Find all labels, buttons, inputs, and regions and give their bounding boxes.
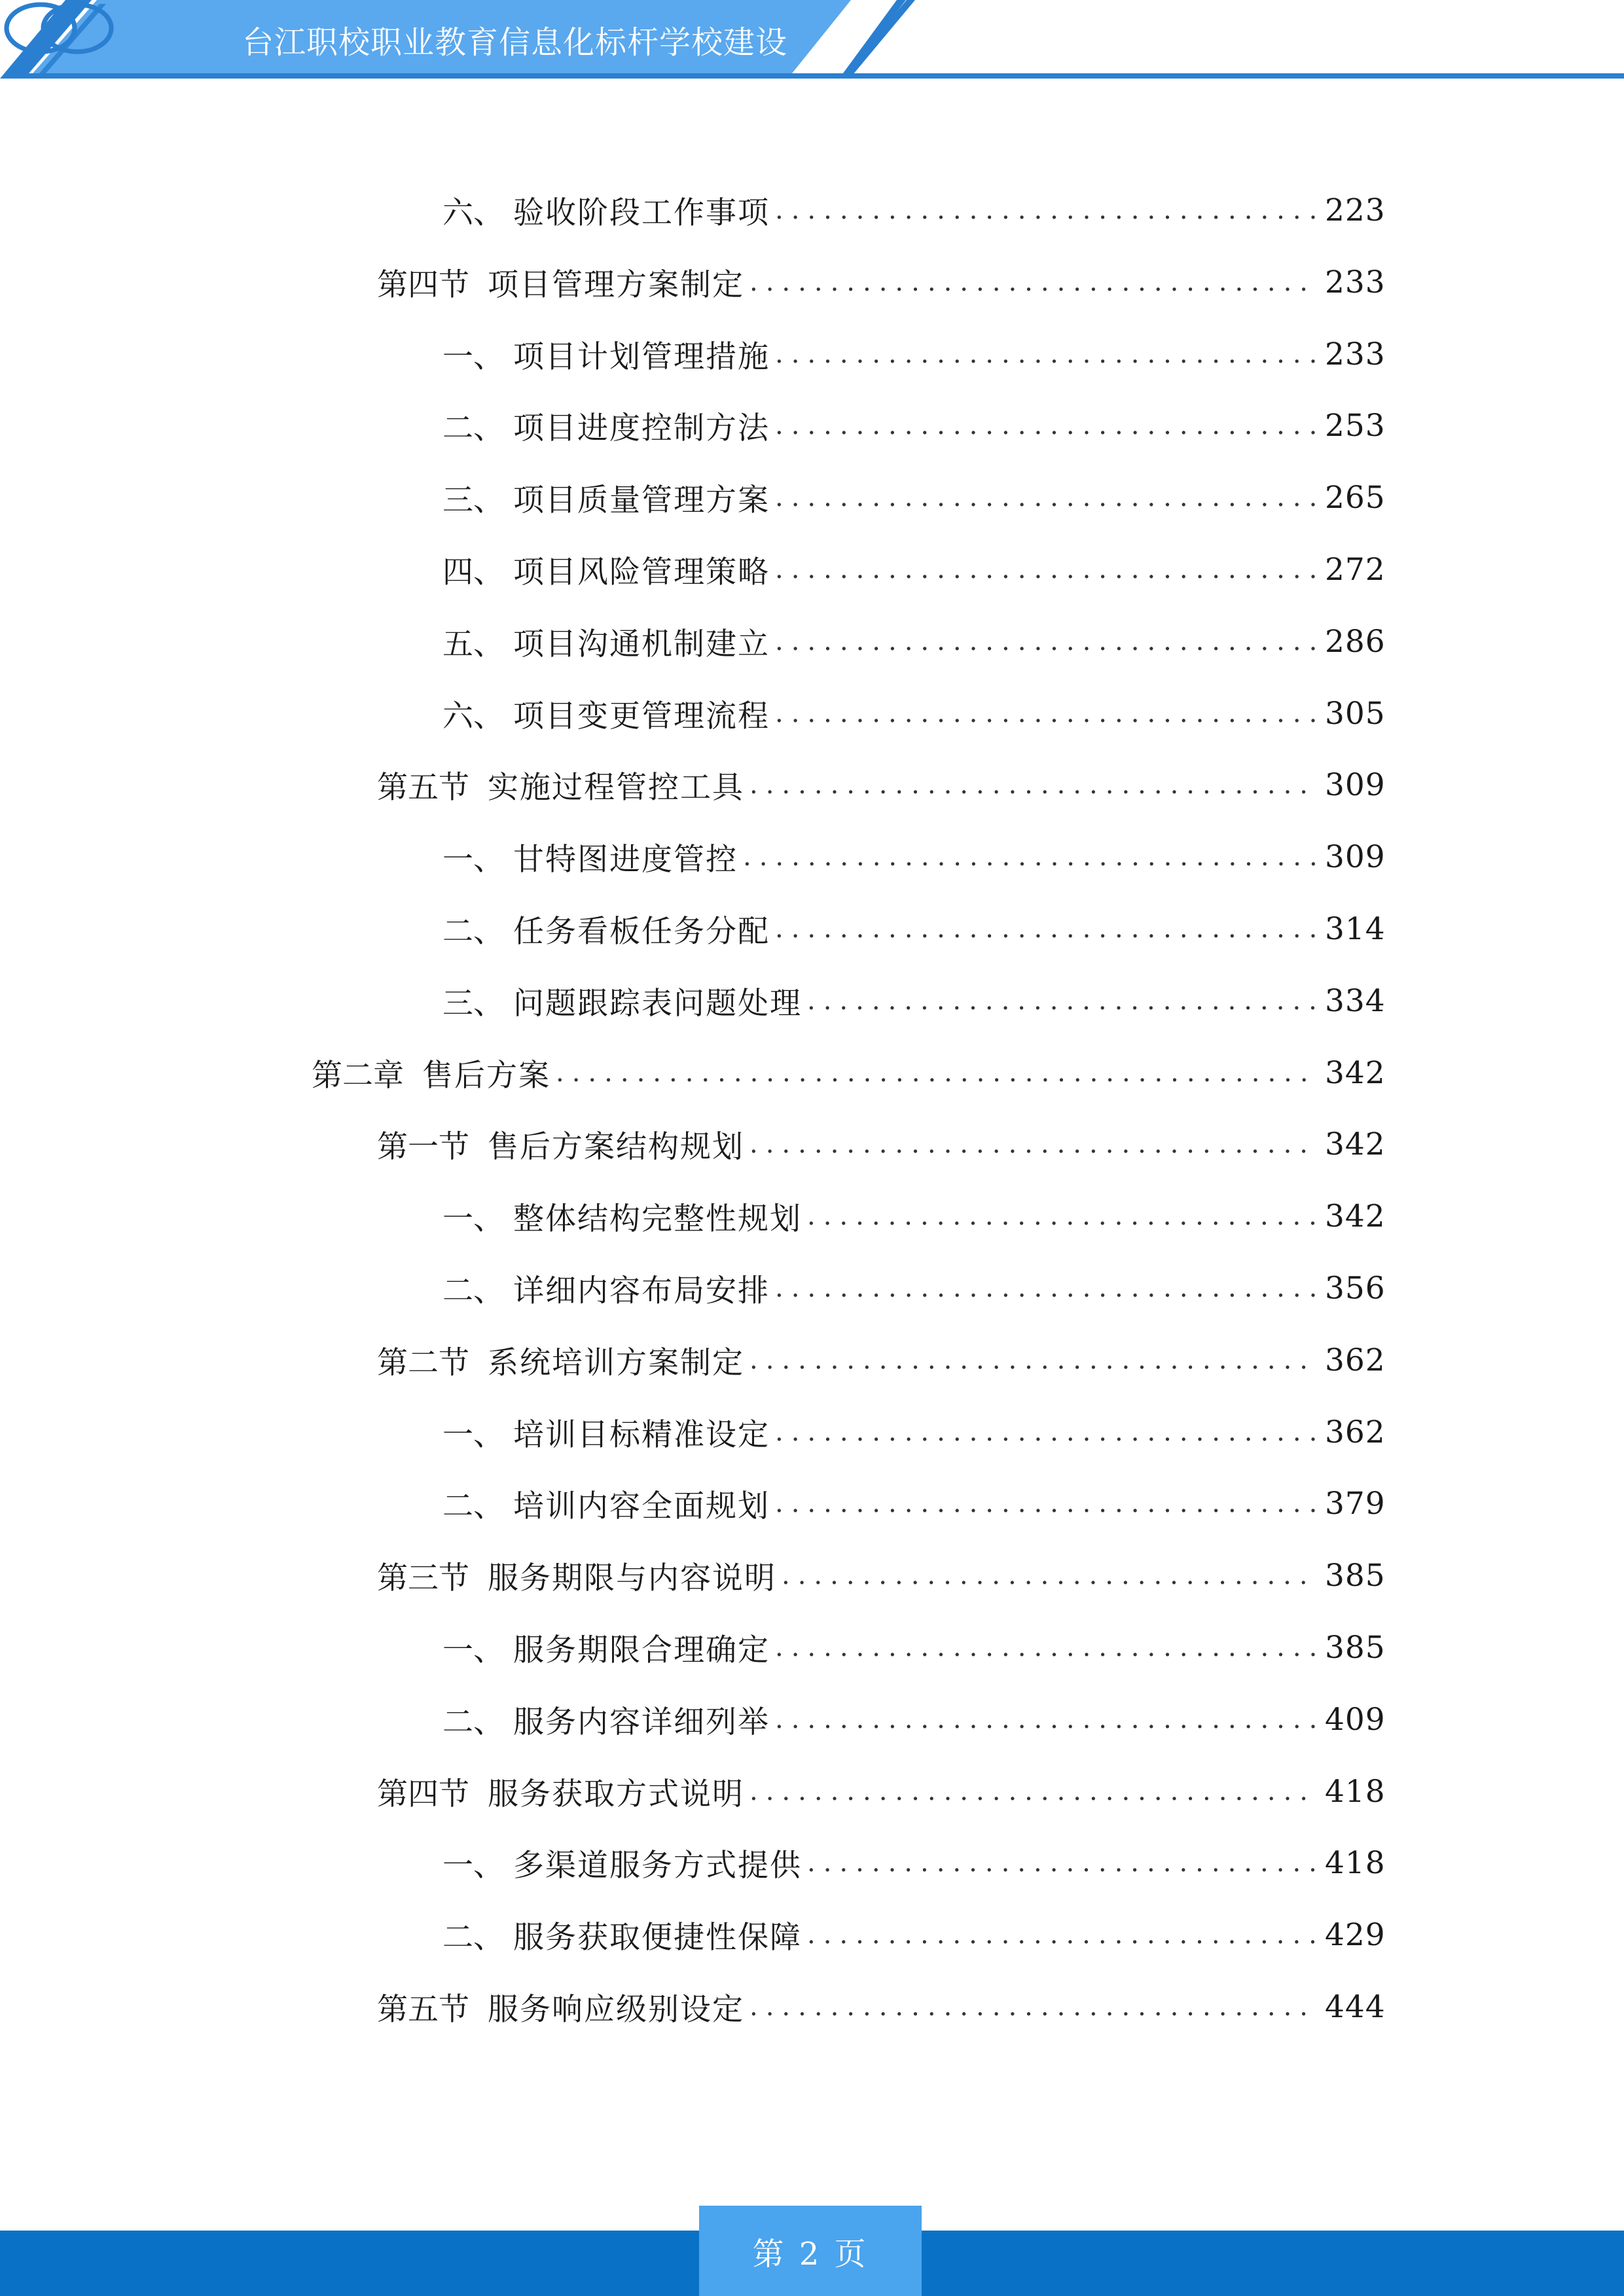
toc-dot-leader xyxy=(743,834,1316,880)
toc-entry-page: 223 xyxy=(1325,192,1386,228)
toc-entry[interactable] xyxy=(442,1193,1386,1239)
toc-entry-page: 409 xyxy=(1325,1701,1386,1738)
toc-entry-page: 342 xyxy=(1325,1126,1386,1162)
toc-entry[interactable] xyxy=(377,1768,1386,1814)
toc-dot-leader xyxy=(807,978,1316,1024)
toc-entry-page: 379 xyxy=(1325,1485,1386,1522)
toc-entry[interactable] xyxy=(442,906,1386,952)
toc-entry-title: 项目风险管理策略 xyxy=(513,554,770,590)
toc-entry-title: 任务看板任务分配 xyxy=(513,913,770,950)
toc-entry[interactable] xyxy=(442,1409,1386,1455)
toc-entry[interactable] xyxy=(442,691,1386,736)
toc-entry-title: 项目质量管理方案 xyxy=(513,482,770,518)
header-title: 台江职校职业教育信息化标杆学校建设 xyxy=(242,24,788,61)
toc-entry[interactable] xyxy=(442,619,1386,664)
toc-entry-page: 265 xyxy=(1325,479,1386,516)
toc-entry[interactable] xyxy=(442,1696,1386,1742)
page-number-label: 第 2 页 xyxy=(752,2235,869,2272)
toc-dot-leader xyxy=(775,1409,1316,1455)
toc-entry-page: 334 xyxy=(1325,982,1386,1019)
toc-entry-number: 二、 xyxy=(442,1919,504,1956)
toc-dot-leader xyxy=(775,619,1316,664)
toc-entry-page: 314 xyxy=(1325,910,1386,947)
toc-entry-page: 253 xyxy=(1325,407,1386,444)
toc-entry-title: 甘特图进度管控 xyxy=(513,841,738,878)
toc-entry-number: 一、 xyxy=(442,841,504,878)
toc-entry-number: 二、 xyxy=(442,913,504,950)
toc-entry-title: 整体结构完整性规划 xyxy=(513,1200,802,1237)
toc-entry-number: 第五节 xyxy=(377,769,469,806)
toc-entry-page: 385 xyxy=(1325,1557,1386,1594)
toc-entry[interactable] xyxy=(442,1265,1386,1311)
toc-entry-number: 一、 xyxy=(442,1416,504,1453)
toc-entry-title: 验收阶段工作事项 xyxy=(513,194,770,231)
toc-dot-leader xyxy=(775,1696,1316,1742)
toc-dot-leader xyxy=(775,1624,1316,1670)
toc-dot-leader xyxy=(749,259,1316,305)
toc-entry-number: 第四节 xyxy=(377,1776,469,1812)
toc-entry[interactable] xyxy=(377,1121,1386,1167)
toc-entry[interactable] xyxy=(442,403,1386,448)
toc-dot-leader xyxy=(807,1193,1316,1239)
toc-entry-number: 第五节 xyxy=(377,1991,469,2028)
toc-entry-number: 二、 xyxy=(442,1272,504,1309)
toc-entry-number: 一、 xyxy=(442,1847,504,1884)
toc-entry-title: 系统培训方案制定 xyxy=(488,1344,744,1381)
toc-entry-title: 项目管理方案制定 xyxy=(488,266,744,303)
toc-dot-leader xyxy=(775,403,1316,448)
toc-entry-number: 六、 xyxy=(442,698,504,734)
toc-dot-leader xyxy=(782,1552,1316,1598)
toc-dot-leader xyxy=(775,1265,1316,1311)
toc-dot-leader xyxy=(775,547,1316,592)
toc-entry-number: 第三节 xyxy=(377,1560,469,1596)
toc-entry-number: 三、 xyxy=(442,482,504,518)
toc-dot-leader xyxy=(749,1121,1316,1167)
toc-entry-title: 服务获取便捷性保障 xyxy=(513,1919,802,1956)
toc-dot-leader xyxy=(749,1984,1316,2030)
toc-entry-title: 服务期限合理确定 xyxy=(513,1632,770,1668)
toc-entry-title: 详细内容布局安排 xyxy=(513,1272,770,1309)
toc-entry-page: 233 xyxy=(1325,264,1386,300)
header-rule-right xyxy=(839,0,1624,79)
toc-entry[interactable] xyxy=(442,331,1386,377)
toc-entry-number: 第二节 xyxy=(377,1344,469,1381)
toc-entry[interactable] xyxy=(442,187,1386,233)
toc-dot-leader xyxy=(775,1480,1316,1526)
toc-dot-leader xyxy=(749,1768,1316,1814)
toc-entry[interactable] xyxy=(442,547,1386,592)
toc-entry[interactable] xyxy=(377,259,1386,305)
toc-entry-number: 第一节 xyxy=(377,1128,469,1165)
toc-entry-number: 一、 xyxy=(442,1200,504,1237)
toc-entry-title: 项目计划管理措施 xyxy=(513,338,770,375)
toc-entry-title: 售后方案 xyxy=(422,1057,550,1094)
toc-entry-page: 385 xyxy=(1325,1629,1386,1666)
toc-entry-number: 第四节 xyxy=(377,266,469,303)
toc-entry[interactable] xyxy=(377,1984,1386,2030)
toc-entry-title: 服务期限与内容说明 xyxy=(488,1560,776,1596)
toc-entry-page: 429 xyxy=(1325,1916,1386,1953)
toc-entry-page: 362 xyxy=(1325,1342,1386,1378)
toc-entry[interactable] xyxy=(442,978,1386,1024)
toc-entry-page: 418 xyxy=(1325,1773,1386,1810)
toc-entry-title: 实施过程管控工具 xyxy=(488,769,744,806)
toc-entry-number: 二、 xyxy=(442,1488,504,1524)
toc-entry[interactable] xyxy=(442,475,1386,520)
toc-entry-title: 项目变更管理流程 xyxy=(513,698,770,734)
toc-entry[interactable] xyxy=(377,1337,1386,1383)
toc-entry-title: 项目进度控制方法 xyxy=(513,410,770,446)
toc-entry-page: 362 xyxy=(1325,1414,1386,1450)
page-number-tab xyxy=(699,2206,922,2296)
toc-entry[interactable] xyxy=(442,1912,1386,1958)
toc-entry-title: 服务响应级别设定 xyxy=(488,1991,744,2028)
toc-entry-page: 342 xyxy=(1325,1054,1386,1091)
toc-entry[interactable] xyxy=(442,1840,1386,1886)
toc-entry-page: 305 xyxy=(1325,695,1386,732)
toc-entry-title: 服务内容详细列举 xyxy=(513,1704,770,1740)
toc-entry-number: 六、 xyxy=(442,194,504,231)
toc-entry-title: 项目沟通机制建立 xyxy=(513,626,770,662)
toc-entry-title: 售后方案结构规划 xyxy=(488,1128,744,1165)
toc-dot-leader xyxy=(749,1337,1316,1383)
toc-dot-leader xyxy=(775,187,1316,233)
toc-entry[interactable] xyxy=(442,1624,1386,1670)
toc-entry-title: 培训内容全面规划 xyxy=(513,1488,770,1524)
toc-dot-leader xyxy=(556,1050,1316,1096)
toc-entry-page: 286 xyxy=(1325,623,1386,660)
toc-dot-leader xyxy=(807,1840,1316,1886)
toc-entry-number: 四、 xyxy=(442,554,504,590)
toc-dot-leader xyxy=(775,906,1316,952)
toc-entry-page: 309 xyxy=(1325,838,1386,875)
toc-entry-page: 342 xyxy=(1325,1198,1386,1234)
double-ring-logo-icon xyxy=(0,0,118,56)
toc-entry-title: 服务获取方式说明 xyxy=(488,1776,744,1812)
toc-entry-number: 二、 xyxy=(442,1704,504,1740)
toc-entry-number: 三、 xyxy=(442,985,504,1022)
toc-entry-number: 五、 xyxy=(442,626,504,662)
toc-dot-leader xyxy=(749,762,1316,808)
toc-entry[interactable] xyxy=(442,1480,1386,1526)
toc-dot-leader xyxy=(775,331,1316,377)
toc-entry-title: 问题跟踪表问题处理 xyxy=(513,985,802,1022)
toc-entry-page: 356 xyxy=(1325,1270,1386,1306)
toc-entry-page: 233 xyxy=(1325,336,1386,372)
toc-entry-page: 444 xyxy=(1325,1988,1386,2025)
toc-entry[interactable] xyxy=(377,1552,1386,1598)
toc-entry-number: 一、 xyxy=(442,338,504,375)
toc-entry-number: 第二章 xyxy=(312,1057,404,1094)
toc-entry[interactable] xyxy=(312,1050,1386,1096)
toc-entry-title: 培训目标精准设定 xyxy=(513,1416,770,1453)
toc-entry-page: 272 xyxy=(1325,551,1386,588)
toc-dot-leader xyxy=(807,1912,1316,1958)
toc-dot-leader xyxy=(775,691,1316,736)
toc-entry-page: 309 xyxy=(1325,766,1386,803)
page-header xyxy=(0,0,1624,85)
toc-entry-page: 418 xyxy=(1325,1844,1386,1881)
toc-entry-title: 多渠道服务方式提供 xyxy=(513,1847,802,1884)
toc-dot-leader xyxy=(775,475,1316,520)
toc-entry-number: 二、 xyxy=(442,410,504,446)
toc-entry[interactable] xyxy=(442,834,1386,880)
toc-entry[interactable] xyxy=(377,762,1386,808)
toc-entry-number: 一、 xyxy=(442,1632,504,1668)
